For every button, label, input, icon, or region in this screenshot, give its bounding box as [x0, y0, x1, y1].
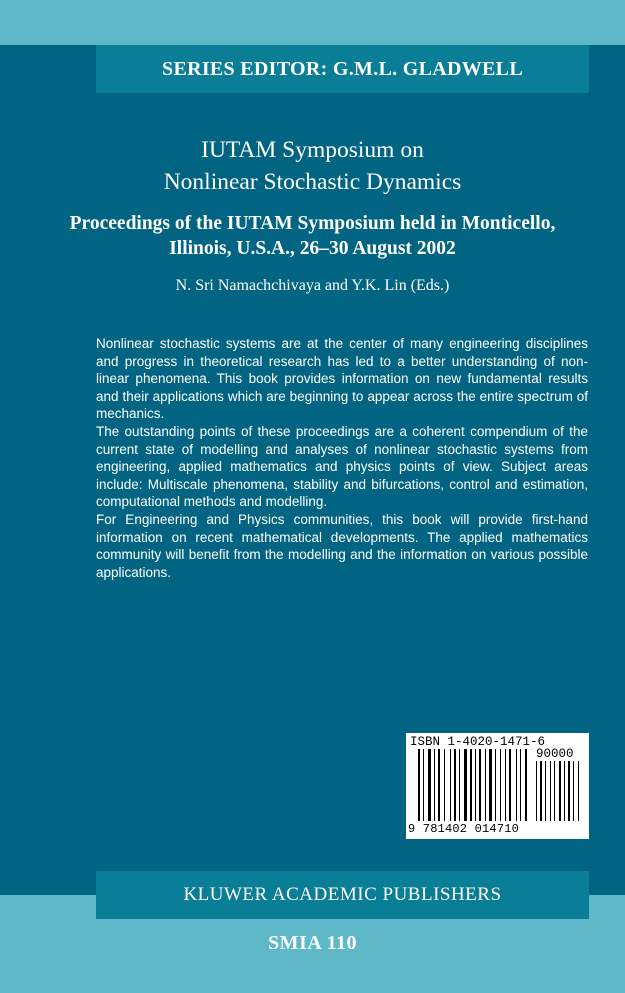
barcode-bar: [454, 749, 456, 821]
description-paragraph-2: The outstanding points of these proceedings are a coherent compendium of the current state of modelling and analyses of nonlinear stochastic systems from engineering, applied mathematics and physics points of view. Subject areas include: Multiscale phenomena, stability and bifurcations, control and estimation, computational methods and modelling.: [96, 423, 588, 510]
series-number: SMIA 110: [267, 932, 358, 954]
barcode-bar: [432, 749, 433, 821]
barcode-bar: [441, 749, 443, 821]
barcode-bar: [457, 749, 458, 821]
barcode-bar: [461, 749, 463, 821]
book-subtitle: [0, 211, 625, 261]
publisher-banner: [96, 871, 589, 919]
barcode-bar: [580, 761, 581, 821]
book-description: [96, 335, 588, 581]
barcode-bar: [446, 749, 449, 821]
price-code-bars: [536, 761, 584, 821]
barcode-bar: [522, 749, 524, 821]
subtitle-line-2: Illinois, U.S.A., 26–30 August 2002: [169, 238, 456, 259]
title-line-2: Nonlinear Stochastic Dynamics: [163, 169, 462, 195]
barcode-bar: [571, 761, 572, 821]
barcode-bar: [573, 761, 574, 821]
barcode-bar: [540, 761, 542, 821]
barcode-bar: [516, 749, 517, 821]
barcode-bar: [493, 749, 494, 821]
barcode-bar: [428, 749, 431, 821]
barcode-bar: [536, 761, 537, 821]
barcode-bar: [495, 749, 496, 821]
barcode-bar: [566, 761, 567, 821]
barcode-bar: [423, 749, 424, 821]
barcode-bar: [562, 761, 563, 821]
barcode-bar: [425, 749, 427, 821]
barcode-bar: [554, 761, 555, 821]
barcode-bar: [568, 761, 570, 821]
title-line-1: IUTAM Symposium on: [201, 137, 424, 163]
barcode-bar: [479, 749, 481, 821]
barcode-bar: [575, 761, 577, 821]
description-paragraph-1: Nonlinear stochastic systems are at the center of many engineering disciplines and progress in theoretical research has led to a better understanding of non-linear phenomena. This book provides information on new fundamental results and their applications which are beginning to appear across the entire spectrum of mechanics.: [96, 336, 588, 422]
barcode-bar: [438, 749, 440, 821]
book-title: [0, 134, 625, 198]
barcode: [406, 733, 589, 839]
ean-number: 9 781402 014710: [408, 822, 520, 836]
barcode-bar: [500, 749, 501, 821]
editors: N. Sri Namachchivaya and Y.K. Lin (Eds.): [175, 277, 450, 294]
ean-barcode-bars: [418, 749, 532, 821]
barcode-bar: [559, 761, 561, 821]
barcode-bar: [543, 761, 544, 821]
barcode-bar: [450, 749, 451, 821]
barcode-bar: [556, 761, 558, 821]
barcode-bar: [468, 749, 469, 821]
subtitle-line-1: Proceedings of the IUTAM Symposium held in Monticello,: [69, 213, 556, 234]
barcode-bar: [421, 749, 422, 821]
barcode-bar: [520, 749, 521, 821]
barcode-bar: [507, 749, 508, 821]
barcode-bar: [418, 749, 420, 821]
barcode-bar: [525, 749, 527, 821]
barcode-bar: [545, 761, 546, 821]
price-code: 90000: [536, 747, 574, 761]
barcode-bar: [564, 761, 565, 821]
top-frame: [0, 0, 625, 45]
barcode-bar: [475, 749, 476, 821]
barcode-bar: [477, 749, 478, 821]
barcode-bar: [485, 749, 486, 821]
barcode-bar: [434, 749, 435, 821]
barcode-bar: [550, 761, 551, 821]
barcode-bar: [512, 749, 515, 821]
series-editor-text: SERIES EDITOR: G.M.L. GLADWELL: [162, 57, 523, 80]
isbn-number: ISBN 1-4020-1471-6: [410, 735, 546, 749]
barcode-bar: [502, 749, 504, 821]
series-editor-banner: [96, 45, 589, 93]
barcode-bar: [487, 749, 488, 821]
barcode-bar: [452, 749, 453, 821]
barcode-bar: [470, 749, 472, 821]
barcode-bar: [482, 749, 484, 821]
description-paragraph-3: For Engineering and Physics communities, this book will provide first-hand information on recent mathematical developments. The applied mathematics community will benefit from the modelling and the information on various possible applications.: [96, 511, 588, 580]
barcode-bar: [578, 761, 579, 821]
barcode-bar: [436, 749, 437, 821]
barcode-bar: [552, 761, 553, 821]
barcode-bar: [509, 749, 511, 821]
barcode-bar: [497, 749, 499, 821]
barcode-bar: [459, 749, 460, 821]
barcode-bar: [473, 749, 474, 821]
barcode-bar: [505, 749, 506, 821]
barcode-bar: [464, 749, 467, 821]
publisher-name: KLUWER ACADEMIC PUBLISHERS: [183, 884, 502, 905]
barcode-bar: [538, 761, 539, 821]
barcode-bar: [444, 749, 445, 821]
barcode-bar: [547, 761, 549, 821]
barcode-bar: [489, 749, 492, 821]
barcode-bar: [518, 749, 519, 821]
